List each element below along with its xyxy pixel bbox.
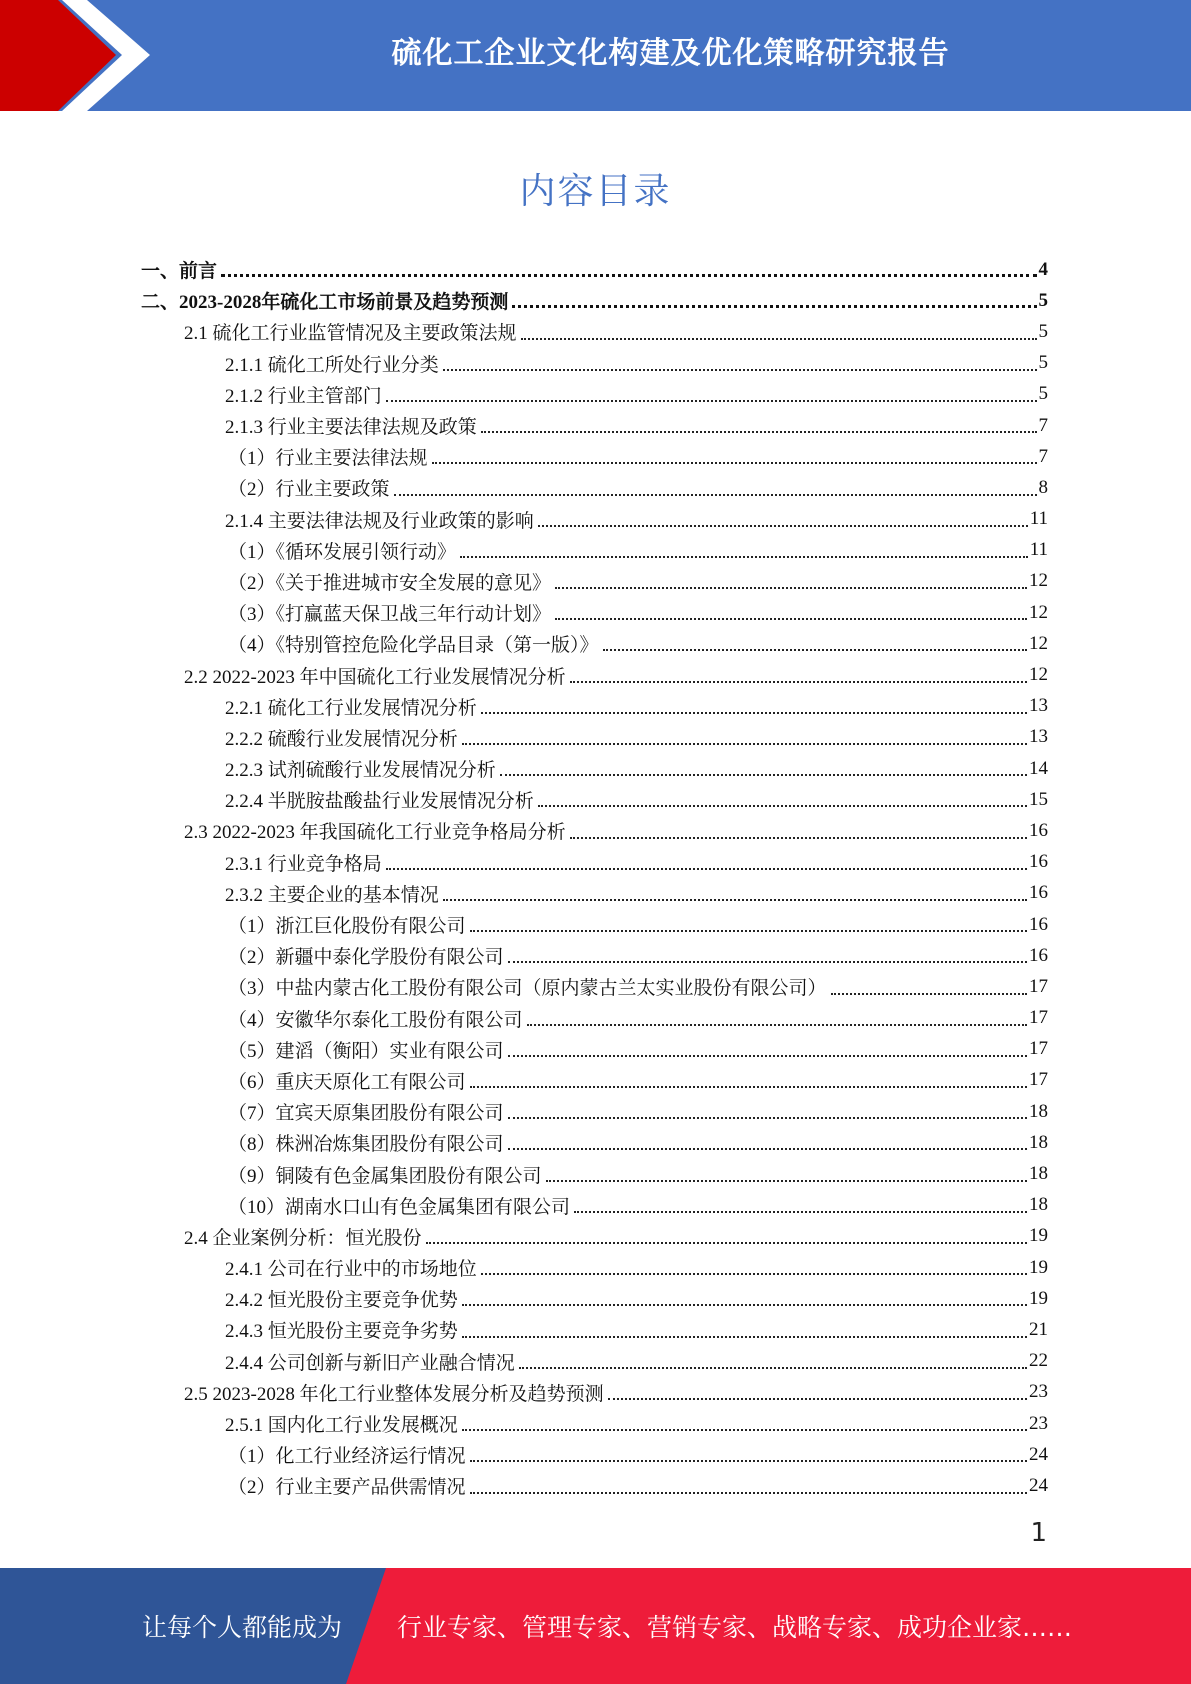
toc-entry-label: （9）铜陵有色金属集团股份有限公司 bbox=[228, 1165, 542, 1187]
dot-leader bbox=[394, 493, 1037, 496]
toc-entry[interactable] bbox=[141, 316, 1048, 347]
dot-leader bbox=[831, 992, 1027, 995]
toc-entry-page: 18 bbox=[1029, 1100, 1048, 1122]
dot-leader bbox=[443, 898, 1027, 901]
toc-entry-page: 5 bbox=[1038, 320, 1048, 342]
dot-leader bbox=[481, 1272, 1027, 1275]
toc-entry[interactable] bbox=[141, 566, 1048, 597]
toc-entry[interactable] bbox=[141, 784, 1048, 815]
toc-entry[interactable] bbox=[141, 815, 1048, 846]
toc-entry-label: 2.4.4 公司创新与新旧产业融合情况 bbox=[225, 1352, 515, 1374]
toc-entry-page: 19 bbox=[1029, 1256, 1048, 1278]
dot-leader bbox=[570, 836, 1027, 839]
toc-entry[interactable] bbox=[141, 628, 1048, 659]
dot-leader bbox=[462, 1335, 1027, 1338]
toc-entry-page: 8 bbox=[1038, 476, 1048, 498]
toc-entry-page: 13 bbox=[1029, 695, 1048, 717]
toc-entry-page: 17 bbox=[1029, 1069, 1048, 1091]
toc-entry-page: 18 bbox=[1029, 1131, 1048, 1153]
toc-entry-label: 2.2 2022-2023 年中国硫化工行业发展情况分析 bbox=[184, 666, 566, 688]
toc-entry-page: 11 bbox=[1029, 539, 1048, 561]
toc-entry-label: （2）新疆中泰化学股份有限公司 bbox=[228, 947, 504, 969]
toc-entry-page: 15 bbox=[1029, 788, 1048, 810]
toc-entry-page: 16 bbox=[1029, 944, 1048, 966]
toc-entry-label: 2.5.1 国内化工行业发展概况 bbox=[225, 1415, 458, 1437]
toc-entry[interactable] bbox=[141, 1127, 1048, 1158]
toc-entry-label: （1）浙江巨化股份有限公司 bbox=[228, 916, 466, 938]
dot-leader bbox=[574, 1210, 1027, 1213]
toc-entry-label: 2.4.3 恒光股份主要竞争劣势 bbox=[225, 1321, 458, 1343]
toc-entry[interactable] bbox=[141, 379, 1048, 410]
dot-leader bbox=[432, 461, 1037, 464]
toc-entry[interactable] bbox=[141, 1470, 1048, 1501]
dot-leader bbox=[221, 273, 1036, 277]
dot-leader bbox=[462, 742, 1027, 745]
toc-entry[interactable] bbox=[141, 1003, 1048, 1034]
toc-entry[interactable] bbox=[141, 722, 1048, 753]
toc-entry-label: （6）重庆天原化工有限公司 bbox=[228, 1071, 466, 1093]
dot-leader bbox=[538, 524, 1028, 527]
toc-entry[interactable] bbox=[141, 971, 1048, 1002]
toc-entry-label: （3）中盐内蒙古化工股份有限公司（原内蒙古兰太实业股份有限公司） bbox=[228, 978, 827, 1000]
toc-entry-label: 2.1.3 行业主要法律法规及政策 bbox=[225, 417, 477, 439]
dot-leader bbox=[608, 1397, 1027, 1400]
toc-entry-label: 2.4.1 公司在行业中的市场地位 bbox=[225, 1259, 477, 1281]
dot-leader bbox=[521, 337, 1037, 340]
toc-entry-page: 11 bbox=[1029, 508, 1048, 530]
toc-entry-label: 2.4.2 恒光股份主要竞争优势 bbox=[225, 1290, 458, 1312]
footer-band bbox=[0, 1568, 1191, 1684]
toc-entry-page: 12 bbox=[1029, 570, 1048, 592]
toc-entry-page: 23 bbox=[1029, 1381, 1048, 1403]
dot-leader bbox=[500, 773, 1027, 776]
toc-entry-page: 14 bbox=[1029, 757, 1048, 779]
dot-leader bbox=[462, 1303, 1027, 1306]
dot-leader bbox=[481, 430, 1037, 433]
toc-entry[interactable] bbox=[141, 1377, 1048, 1408]
toc-entry-page: 12 bbox=[1029, 664, 1048, 686]
toc-entry-label: 2.3.1 行业竞争格局 bbox=[225, 853, 382, 875]
toc-entry-label: （1）化工行业经济运行情况 bbox=[228, 1446, 466, 1468]
toc-entry[interactable] bbox=[141, 1034, 1048, 1065]
toc-entry-label: （4）安徽华尔泰化工股份有限公司 bbox=[228, 1009, 523, 1031]
toc-entry-label: 2.2.3 试剂硫酸行业发展情况分析 bbox=[225, 760, 496, 782]
dot-leader bbox=[508, 1054, 1027, 1057]
chevron-arrow-icon bbox=[0, 0, 160, 111]
toc-entry[interactable] bbox=[141, 1408, 1048, 1439]
toc-entry-page: 22 bbox=[1029, 1350, 1048, 1372]
toc-entry-page: 5 bbox=[1038, 383, 1048, 405]
toc-entry-page: 5 bbox=[1038, 289, 1048, 311]
toc-entry-page: 16 bbox=[1029, 882, 1048, 904]
toc-entry[interactable] bbox=[141, 1439, 1048, 1470]
page-number: 1 bbox=[1030, 1518, 1047, 1548]
toc-entry-label: 2.1.1 硫化工所处行业分类 bbox=[225, 354, 439, 376]
toc-entry-page: 12 bbox=[1029, 632, 1048, 654]
dot-leader bbox=[481, 711, 1027, 714]
dot-leader bbox=[527, 1023, 1027, 1026]
toc-entry-label: 2.3.2 主要企业的基本情况 bbox=[225, 884, 439, 906]
toc-entry[interactable] bbox=[141, 254, 1048, 285]
toc-entry-label: （1）行业主要法律法规 bbox=[228, 448, 428, 470]
toc-entry-label: 2.1.2 行业主管部门 bbox=[225, 385, 382, 407]
toc-heading: 内容目录 bbox=[519, 171, 672, 212]
toc-entry-page: 12 bbox=[1029, 601, 1048, 623]
toc-entry[interactable] bbox=[141, 659, 1048, 690]
toc-entry[interactable] bbox=[141, 504, 1048, 535]
toc-entry-page: 17 bbox=[1029, 975, 1048, 997]
toc-entry[interactable] bbox=[141, 348, 1048, 379]
dot-leader bbox=[470, 1491, 1027, 1494]
table-of-contents bbox=[141, 254, 1048, 1502]
toc-entry-page: 23 bbox=[1029, 1412, 1048, 1434]
toc-entry-page: 24 bbox=[1029, 1443, 1048, 1465]
dot-leader bbox=[538, 804, 1027, 807]
toc-entry-page: 16 bbox=[1029, 851, 1048, 873]
toc-entry-label: （8）株洲冶炼集团股份有限公司 bbox=[228, 1134, 504, 1156]
toc-entry-label: 2.1.4 主要法律法规及行业政策的影响 bbox=[225, 510, 534, 532]
dot-leader bbox=[470, 1459, 1027, 1462]
dot-leader bbox=[508, 1147, 1027, 1150]
toc-entry-page: 19 bbox=[1029, 1225, 1048, 1247]
dot-leader bbox=[386, 399, 1037, 402]
toc-entry-label: （1）《循环发展引领行动》 bbox=[228, 541, 457, 563]
toc-entry-page: 19 bbox=[1029, 1287, 1048, 1309]
dot-leader bbox=[470, 1085, 1027, 1088]
toc-entry-page: 17 bbox=[1029, 1007, 1048, 1029]
toc-entry-label: （4）《特别管控危险化学品目录（第一版）》 bbox=[228, 635, 599, 657]
toc-entry[interactable] bbox=[141, 1221, 1048, 1252]
dot-leader bbox=[462, 1428, 1027, 1431]
dot-leader bbox=[508, 960, 1027, 963]
toc-entry-page: 7 bbox=[1038, 445, 1048, 467]
toc-entry-label: 2.2.4 半胱胺盐酸盐行业发展情况分析 bbox=[225, 791, 534, 813]
toc-entry-label: （3）《打赢蓝天保卫战三年行动计划》 bbox=[228, 604, 552, 626]
toc-entry[interactable] bbox=[141, 441, 1048, 472]
toc-entry-page: 24 bbox=[1029, 1474, 1048, 1496]
toc-entry[interactable] bbox=[141, 847, 1048, 878]
report-title: 硫化工企业文化构建及优化策略研究报告 bbox=[391, 36, 950, 71]
dot-leader bbox=[546, 1179, 1027, 1182]
toc-entry[interactable] bbox=[141, 1252, 1048, 1283]
toc-entry[interactable] bbox=[141, 597, 1048, 628]
toc-entry[interactable] bbox=[141, 1065, 1048, 1096]
footer-slogan-right: 行业专家、管理专家、营销专家、战略专家、成功企业家…… bbox=[397, 1613, 1073, 1642]
dot-leader bbox=[570, 680, 1027, 683]
toc-entry[interactable] bbox=[141, 472, 1048, 503]
toc-entry-page: 16 bbox=[1029, 913, 1048, 935]
toc-entry-label: 二、2023-2028年硫化工市场前景及趋势预测 bbox=[141, 292, 509, 314]
toc-entry-label: 2.4 企业案例分析：恒光股份 bbox=[184, 1227, 422, 1249]
toc-entry-page: 5 bbox=[1038, 352, 1048, 374]
toc-entry-label: （7）宜宾天原集团股份有限公司 bbox=[228, 1103, 504, 1125]
toc-entry-page: 21 bbox=[1029, 1318, 1048, 1340]
toc-entry[interactable] bbox=[141, 1283, 1048, 1314]
dot-leader bbox=[426, 1241, 1027, 1244]
toc-entry[interactable] bbox=[141, 753, 1048, 784]
toc-entry-page: 13 bbox=[1029, 726, 1048, 748]
toc-entry-label: 2.1 硫化工行业监管情况及主要政策法规 bbox=[184, 323, 517, 345]
toc-entry-label: 2.2.1 硫化工行业发展情况分析 bbox=[225, 697, 477, 719]
toc-entry[interactable] bbox=[141, 878, 1048, 909]
dot-leader bbox=[460, 555, 1028, 558]
toc-entry-page: 17 bbox=[1029, 1038, 1048, 1060]
header-band bbox=[0, 0, 1191, 111]
toc-entry[interactable] bbox=[141, 285, 1048, 316]
dot-leader bbox=[512, 304, 1036, 308]
toc-entry-label: 一、前言 bbox=[141, 261, 218, 283]
toc-entry[interactable] bbox=[141, 1096, 1048, 1127]
dot-leader bbox=[386, 867, 1027, 870]
toc-entry-page: 18 bbox=[1029, 1194, 1048, 1216]
dot-leader bbox=[470, 929, 1027, 932]
toc-entry[interactable] bbox=[141, 410, 1048, 441]
toc-entry-page: 18 bbox=[1029, 1163, 1048, 1185]
toc-entry[interactable] bbox=[141, 1190, 1048, 1221]
toc-entry-label: （2）《关于推进城市安全发展的意见》 bbox=[228, 572, 552, 594]
toc-entry[interactable] bbox=[141, 1346, 1048, 1377]
toc-entry[interactable] bbox=[141, 691, 1048, 722]
toc-entry-label: 2.2.2 硫酸行业发展情况分析 bbox=[225, 728, 458, 750]
dot-leader bbox=[555, 586, 1027, 589]
toc-entry-page: 4 bbox=[1038, 258, 1048, 280]
toc-entry[interactable] bbox=[141, 940, 1048, 971]
toc-entry-page: 7 bbox=[1038, 414, 1048, 436]
toc-entry-label: 2.5 2023-2028 年化工行业整体发展分析及趋势预测 bbox=[184, 1383, 604, 1405]
dot-leader bbox=[555, 617, 1027, 620]
toc-entry-page: 16 bbox=[1029, 819, 1048, 841]
toc-entry[interactable] bbox=[141, 1314, 1048, 1345]
dot-leader bbox=[508, 1116, 1027, 1119]
toc-entry-label: （10）湖南水口山有色金属集团有限公司 bbox=[228, 1196, 571, 1218]
dot-leader bbox=[519, 1366, 1027, 1369]
toc-entry-label: （2）行业主要政策 bbox=[228, 479, 390, 501]
dot-leader bbox=[603, 648, 1027, 651]
dot-leader bbox=[443, 368, 1037, 371]
footer-slogan-left: 让每个人都能成为 bbox=[142, 1613, 343, 1642]
toc-entry-label: （5）建滔（衡阳）实业有限公司 bbox=[228, 1040, 504, 1062]
toc-entry[interactable] bbox=[141, 1158, 1048, 1189]
toc-entry-label: 2.3 2022-2023 年我国硫化工行业竞争格局分析 bbox=[184, 822, 566, 844]
toc-entry-label: （2）行业主要产品供需情况 bbox=[228, 1477, 466, 1499]
toc-entry[interactable] bbox=[141, 909, 1048, 940]
toc-entry[interactable] bbox=[141, 535, 1048, 566]
